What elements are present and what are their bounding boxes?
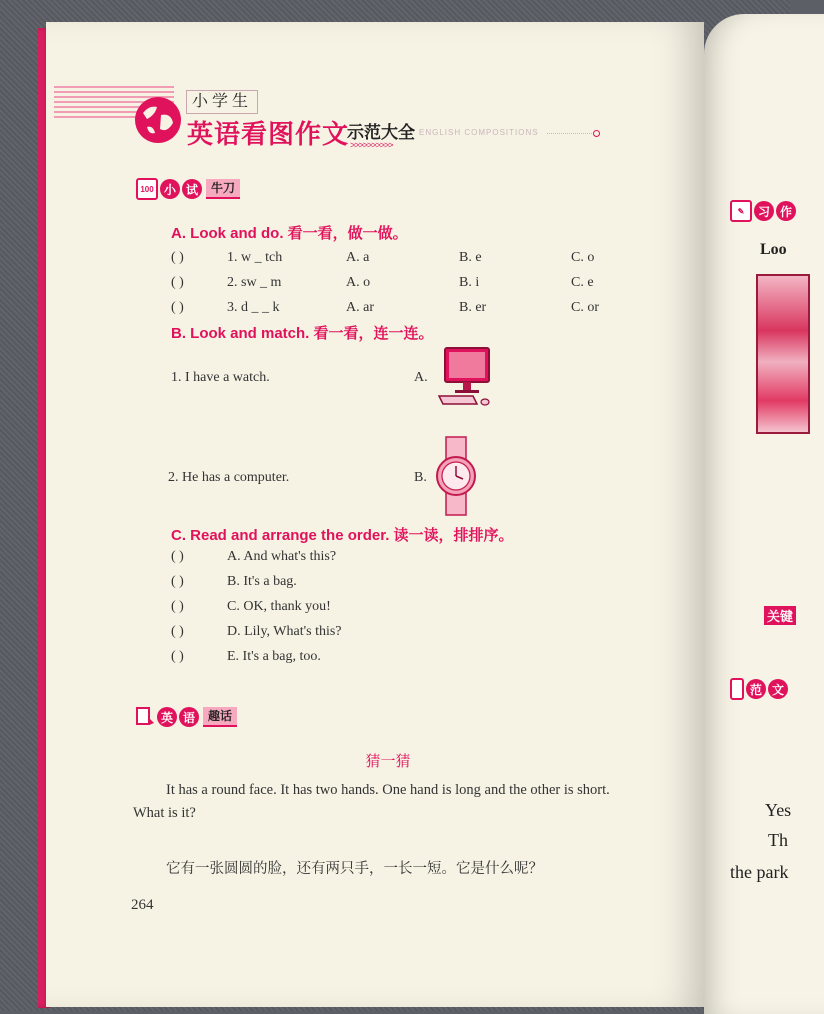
badge-char: 习 bbox=[754, 201, 774, 221]
option-b: B. er bbox=[459, 300, 487, 315]
exercise-item: 2. sw _ m bbox=[227, 275, 282, 290]
book-title: 英语看图作文 bbox=[187, 119, 350, 149]
right-line-1: Yes bbox=[765, 800, 792, 820]
order-text: E. It's a bag, too. bbox=[227, 649, 321, 664]
right-line-3: the park bbox=[730, 862, 789, 882]
badge-char: 小 bbox=[160, 179, 180, 199]
riddle-english: It has a round face. It has two hands. One hand is long and the other is short. What is it? bbox=[133, 782, 610, 821]
answer-blank[interactable]: ( ) bbox=[171, 275, 184, 290]
order-text: C. OK, thank you! bbox=[227, 599, 331, 614]
match-item-1: 1. I have a watch. bbox=[171, 370, 270, 385]
answer-blank[interactable]: ( ) bbox=[171, 549, 184, 564]
badge-char: 文 bbox=[768, 679, 788, 699]
order-row bbox=[171, 549, 336, 565]
riddle-title: 猜一猜 bbox=[365, 753, 411, 770]
right-key-tag: 关键 bbox=[764, 606, 796, 625]
order-text: A. And what's this? bbox=[227, 549, 337, 564]
badge-char: 范 bbox=[746, 679, 766, 699]
right-line-2: Th bbox=[768, 830, 788, 850]
computer-icon bbox=[437, 346, 493, 408]
option-c: C. e bbox=[571, 275, 594, 290]
right-badge-2 bbox=[730, 678, 788, 700]
series-label: 小学生 bbox=[186, 90, 258, 114]
answer-blank[interactable]: ( ) bbox=[171, 624, 184, 639]
option-b: B. i bbox=[459, 275, 480, 290]
dotted-divider bbox=[547, 133, 592, 134]
option-c: C. o bbox=[571, 250, 595, 265]
right-badge bbox=[730, 200, 796, 222]
option-b: B. e bbox=[459, 250, 482, 265]
exercise-row bbox=[171, 300, 280, 316]
section-a-heading: A. Look and do. 看一看，做一做。 bbox=[171, 225, 408, 242]
book-icon bbox=[135, 706, 155, 728]
chevron-decoration: >>>>>>>>>> bbox=[350, 140, 393, 150]
answer-blank[interactable]: ( ) bbox=[171, 574, 184, 589]
watch-icon bbox=[435, 437, 477, 515]
answer-blank[interactable]: ( ) bbox=[171, 250, 184, 265]
pencil-icon: ✎ bbox=[730, 200, 752, 222]
badge-tag: 牛刀 bbox=[206, 179, 240, 199]
riddle-chinese: 它有一张圆圆的脸，还有两只手，一长一短。它是什么呢？ bbox=[166, 861, 543, 877]
badge-char: 作 bbox=[776, 201, 796, 221]
exercise-row bbox=[171, 250, 282, 266]
match-option-a: A. bbox=[414, 370, 428, 385]
page-number: 264 bbox=[131, 897, 154, 913]
answer-blank[interactable]: ( ) bbox=[171, 300, 184, 315]
section-badge-practice bbox=[136, 178, 240, 200]
option-a: A. ar bbox=[346, 300, 374, 315]
badge-char: 英 bbox=[157, 707, 177, 727]
badge-tag: 趣话 bbox=[203, 707, 237, 727]
option-a: A. o bbox=[346, 275, 371, 290]
badge-char: 试 bbox=[182, 179, 202, 199]
badge-char: 语 bbox=[179, 707, 199, 727]
order-row bbox=[171, 574, 297, 590]
order-row bbox=[171, 649, 321, 665]
match-item-2: 2. He has a computer. bbox=[168, 470, 290, 485]
exercise-item: 1. w _ tch bbox=[227, 250, 283, 265]
header-dot bbox=[593, 130, 600, 137]
order-row bbox=[171, 624, 342, 640]
section-badge-fun bbox=[135, 706, 237, 728]
option-c: C. or bbox=[571, 300, 599, 315]
section-c-heading: C. Read and arrange the order. 读一读，排排序。 bbox=[171, 527, 514, 544]
english-subtitle: ENGLISH COMPOSITIONS bbox=[419, 128, 539, 137]
globe-icon bbox=[133, 95, 183, 145]
order-text: D. Lily, What's this? bbox=[227, 624, 342, 639]
option-a: A. a bbox=[346, 250, 370, 265]
order-text: B. It's a bag. bbox=[227, 574, 297, 589]
right-look-text: Loo bbox=[760, 241, 787, 258]
answer-blank[interactable]: ( ) bbox=[171, 649, 184, 664]
book-subtitle: 示范大全 bbox=[347, 123, 415, 142]
right-illustration bbox=[756, 274, 810, 434]
exercise-row bbox=[171, 275, 281, 291]
section-b-heading: B. Look and match. 看一看，连一连。 bbox=[171, 325, 434, 342]
exercise-item: 3. d _ _ k bbox=[227, 300, 280, 315]
score-100-icon: 100 bbox=[136, 178, 158, 200]
match-option-b: B. bbox=[414, 470, 427, 485]
answer-blank[interactable]: ( ) bbox=[171, 599, 184, 614]
book-icon bbox=[730, 678, 744, 700]
order-row bbox=[171, 599, 331, 615]
